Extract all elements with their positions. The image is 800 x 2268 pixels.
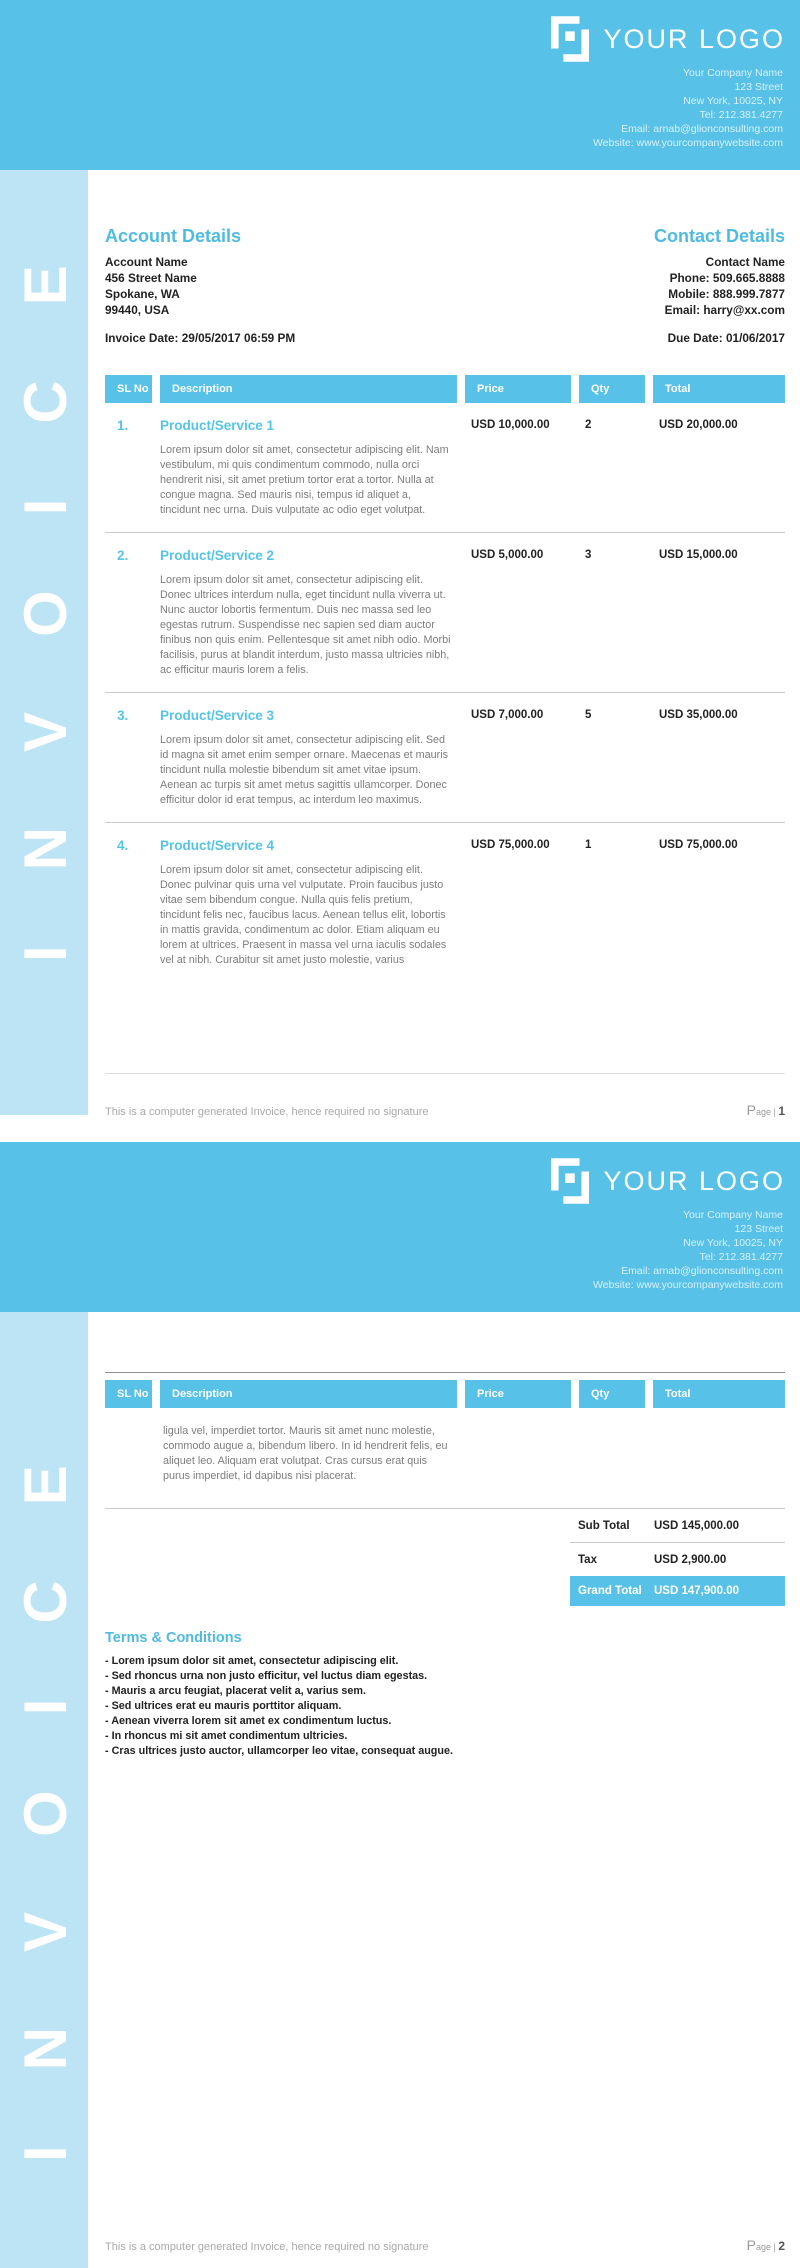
row-price: USD 5,000.00 xyxy=(471,549,544,561)
col-header-price: Price xyxy=(465,375,571,403)
col-header-description: Description xyxy=(160,375,457,403)
grand-total-label: Grand Total xyxy=(578,1585,642,1597)
due-date: Due Date: 01/06/2017 xyxy=(667,331,785,345)
account-zip: 99440, USA xyxy=(105,303,170,317)
product-description: Lorem ipsum dolor sit amet, consectetur adipiscing elit. Donec pulvinar quis urna vel vulputate. Proin faucibus justo vitae sem bibendum congue. Nulla quis felis pretium, tincidunt felis nec, faucibus lacus. Aenean tellus elit, lobortis in mattis gravida, condimentum ac dolor. Etiam aliquam eu lorem at ultrices. Praesent in massa vel urna iaculis sodales vel at nibh. Curabitur sit amet justo molestie, varius xyxy=(160,864,447,966)
contact-mobile: Mobile: 888.999.7877 xyxy=(668,287,785,301)
totals-top-rule xyxy=(105,1508,785,1509)
items-table xyxy=(105,375,785,982)
col-header-description: Description xyxy=(160,1380,457,1408)
company-name: Your Company Name xyxy=(683,67,783,79)
terms-item: - Cras ultrices justo auctor, ullamcorper leo vitae, consequat augue. xyxy=(105,1745,453,1757)
logo-text: YOUR LOGO xyxy=(603,24,785,54)
terms-item: - Mauris a arcu feugiat, placerat velit a, varius sem. xyxy=(105,1685,367,1697)
account-name: Account Name xyxy=(105,255,188,269)
invoice-date: Invoice Date: 29/05/2017 06:59 PM xyxy=(105,331,296,345)
subtotal-label: Sub Total xyxy=(578,1520,630,1532)
contact-email: Email: harry@xx.com xyxy=(664,303,785,317)
product-description: Lorem ipsum dolor sit amet, consectetur adipiscing elit. Nam vestibulum, mi quis condimentum commodo, nulla orci hendrerit nisi, sit amet pretium tortor erat a tortor. Nulla at congue magna. Sed mauris nisi, tempus id aliquet a, tincidunt nec urna. Duis vulputate ac odio eget volutpat. xyxy=(160,444,449,516)
logo-block xyxy=(551,16,785,62)
row-number: 3. xyxy=(117,708,129,723)
row-qty: 3 xyxy=(585,549,592,561)
row-total: USD 35,000.00 xyxy=(659,709,738,721)
terms-item: - Sed rhoncus urna non justo efficitur, vel luctus diam egestas. xyxy=(105,1670,428,1682)
terms-item: - Lorem ipsum dolor sit amet, consectetur adipiscing elit. xyxy=(105,1655,399,1667)
page1-header-band xyxy=(0,0,800,170)
col-header-total: Total xyxy=(653,375,785,403)
product-title: Product/Service 2 xyxy=(160,548,275,563)
row-number: 4. xyxy=(117,838,129,853)
page2-header-band xyxy=(0,1142,800,1312)
row-price: USD 7,000.00 xyxy=(471,709,544,721)
contact-phone: Phone: 509.665.8888 xyxy=(669,271,785,285)
page-number: Page | 1 xyxy=(746,1102,785,1118)
product-title: Product/Service 1 xyxy=(160,418,275,433)
company-city: New York, 10025, NY xyxy=(683,95,783,107)
company-website: Website: www.yourcompanywebsite.com xyxy=(592,1279,783,1291)
invoice-watermark: INVOICE xyxy=(12,1390,79,2162)
subtotal-value: USD 145,000.00 xyxy=(654,1520,740,1532)
col-header-slno: SL No xyxy=(105,375,152,403)
row-number: 1. xyxy=(117,418,129,433)
account-street: 456 Street Name xyxy=(105,271,197,285)
product-title: Product/Service 3 xyxy=(160,708,275,723)
company-info xyxy=(593,1208,783,1292)
product-description: Lorem ipsum dolor sit amet, consectetur adipiscing elit. Donec ultrices interdum nulla, eget tincidunt nulla viverra ut. Nunc auctor lobortis fermentum. Duis nec massa sed leo egestas rutrum. Suspendisse nec sapien sed diam auctor finibus non quis enim. Pellentesque sit amet nibh odio. Morbi facilisis, purus at blandit interdum, justo massa ultricies nibh, ac efficitur mauris lorem a felis. xyxy=(160,574,451,676)
row-qty: 1 xyxy=(585,839,592,851)
contact-name: Contact Name xyxy=(705,255,785,269)
terms-item: - In rhoncus mi sit amet condimentum ultricies. xyxy=(105,1730,348,1742)
row-qty: 2 xyxy=(585,419,592,431)
terms-block xyxy=(105,1630,625,1759)
footer-note: This is a computer generated Invoice, hence required no signature xyxy=(105,2241,429,2253)
company-tel: Tel: 212.381.4277 xyxy=(699,109,783,121)
account-city: Spokane, WA xyxy=(105,287,180,301)
product-description: Lorem ipsum dolor sit amet, consectetur adipiscing elit. Sed id magna sit amet enim semper ornare. Maecenas et mauris tincidunt nulla molestie bibendum sit amet vitae ipsum. Aenean ac turpis sit amet metus sagittis ullamcorper. Donec efficitur dolor id erat tempus, ac interdum leo maximus. xyxy=(160,734,449,806)
company-email: Email: arnab@glionconsulting.com xyxy=(621,1265,783,1277)
tax-value: USD 2,900.00 xyxy=(654,1554,727,1566)
table-row xyxy=(105,823,785,982)
row-price: USD 10,000.00 xyxy=(471,419,550,431)
product-title: Product/Service 4 xyxy=(160,838,275,853)
footer-note: This is a computer generated Invoice, hence required no signature xyxy=(105,1106,429,1118)
table-row xyxy=(105,693,785,823)
contact-details-block xyxy=(654,226,785,318)
table-continuation-rule xyxy=(105,1372,785,1373)
contact-details-title: Contact Details xyxy=(653,226,785,246)
items-table-continued xyxy=(105,1380,785,1408)
company-city: New York, 10025, NY xyxy=(683,1237,783,1249)
page-number: Page | 2 xyxy=(746,2237,785,2253)
table-row xyxy=(105,533,785,693)
tax-row xyxy=(570,1548,785,1572)
account-details-title: Account Details xyxy=(105,226,242,246)
row-total: USD 20,000.00 xyxy=(659,419,738,431)
row-qty: 5 xyxy=(585,709,592,721)
terms-item: - Aenean viverra lorem sit amet ex condimentum luctus. xyxy=(105,1715,392,1727)
terms-title: Terms & Conditions xyxy=(105,1630,242,1646)
company-info xyxy=(593,66,783,150)
grand-total-row xyxy=(570,1576,785,1606)
page1-footer-rule xyxy=(105,1073,785,1074)
account-details-block xyxy=(105,226,241,318)
terms-item: - Sed ultrices erat eu mauris porttitor aliquam. xyxy=(105,1700,342,1712)
subtotal-row xyxy=(570,1514,785,1538)
company-street: 123 Street xyxy=(734,1223,783,1235)
table-row xyxy=(105,403,785,533)
invoice-watermark: INVOICE xyxy=(12,190,79,962)
col-header-slno: SL No xyxy=(105,1380,152,1408)
totals-mid-rule xyxy=(570,1542,785,1543)
company-name: Your Company Name xyxy=(683,1209,783,1221)
company-email: Email: arnab@glionconsulting.com xyxy=(621,123,783,135)
col-header-qty: Qty xyxy=(579,1380,645,1408)
grand-total-value: USD 147,900.00 xyxy=(654,1585,740,1597)
col-header-total: Total xyxy=(653,1380,785,1408)
col-header-qty: Qty xyxy=(579,375,645,403)
company-street: 123 Street xyxy=(734,81,783,93)
logo-text: YOUR LOGO xyxy=(603,1166,785,1196)
row-number: 2. xyxy=(117,548,129,563)
row-total: USD 75,000.00 xyxy=(659,839,738,851)
logo-block xyxy=(551,1158,785,1204)
company-logo-icon xyxy=(551,16,589,62)
company-logo-icon xyxy=(551,1158,589,1204)
row-total: USD 15,000.00 xyxy=(659,549,738,561)
company-tel: Tel: 212.381.4277 xyxy=(699,1251,783,1263)
tax-label: Tax xyxy=(578,1554,597,1566)
col-header-price: Price xyxy=(465,1380,571,1408)
row-price: USD 75,000.00 xyxy=(471,839,550,851)
table-header-row xyxy=(105,375,785,403)
product-description-continued: ligula vel, imperdiet tortor. Mauris sit amet nunc molestie, commodo augue a, bibendum libero. In id hendrerit felis, eu aliquet leo. Aliquam erat volutpat. Cras cursus erat quis purus imperdiet, id dapibus nisi placerat. xyxy=(163,1425,448,1482)
company-website: Website: www.yourcompanywebsite.com xyxy=(592,137,783,149)
table-header-row xyxy=(105,1380,785,1408)
